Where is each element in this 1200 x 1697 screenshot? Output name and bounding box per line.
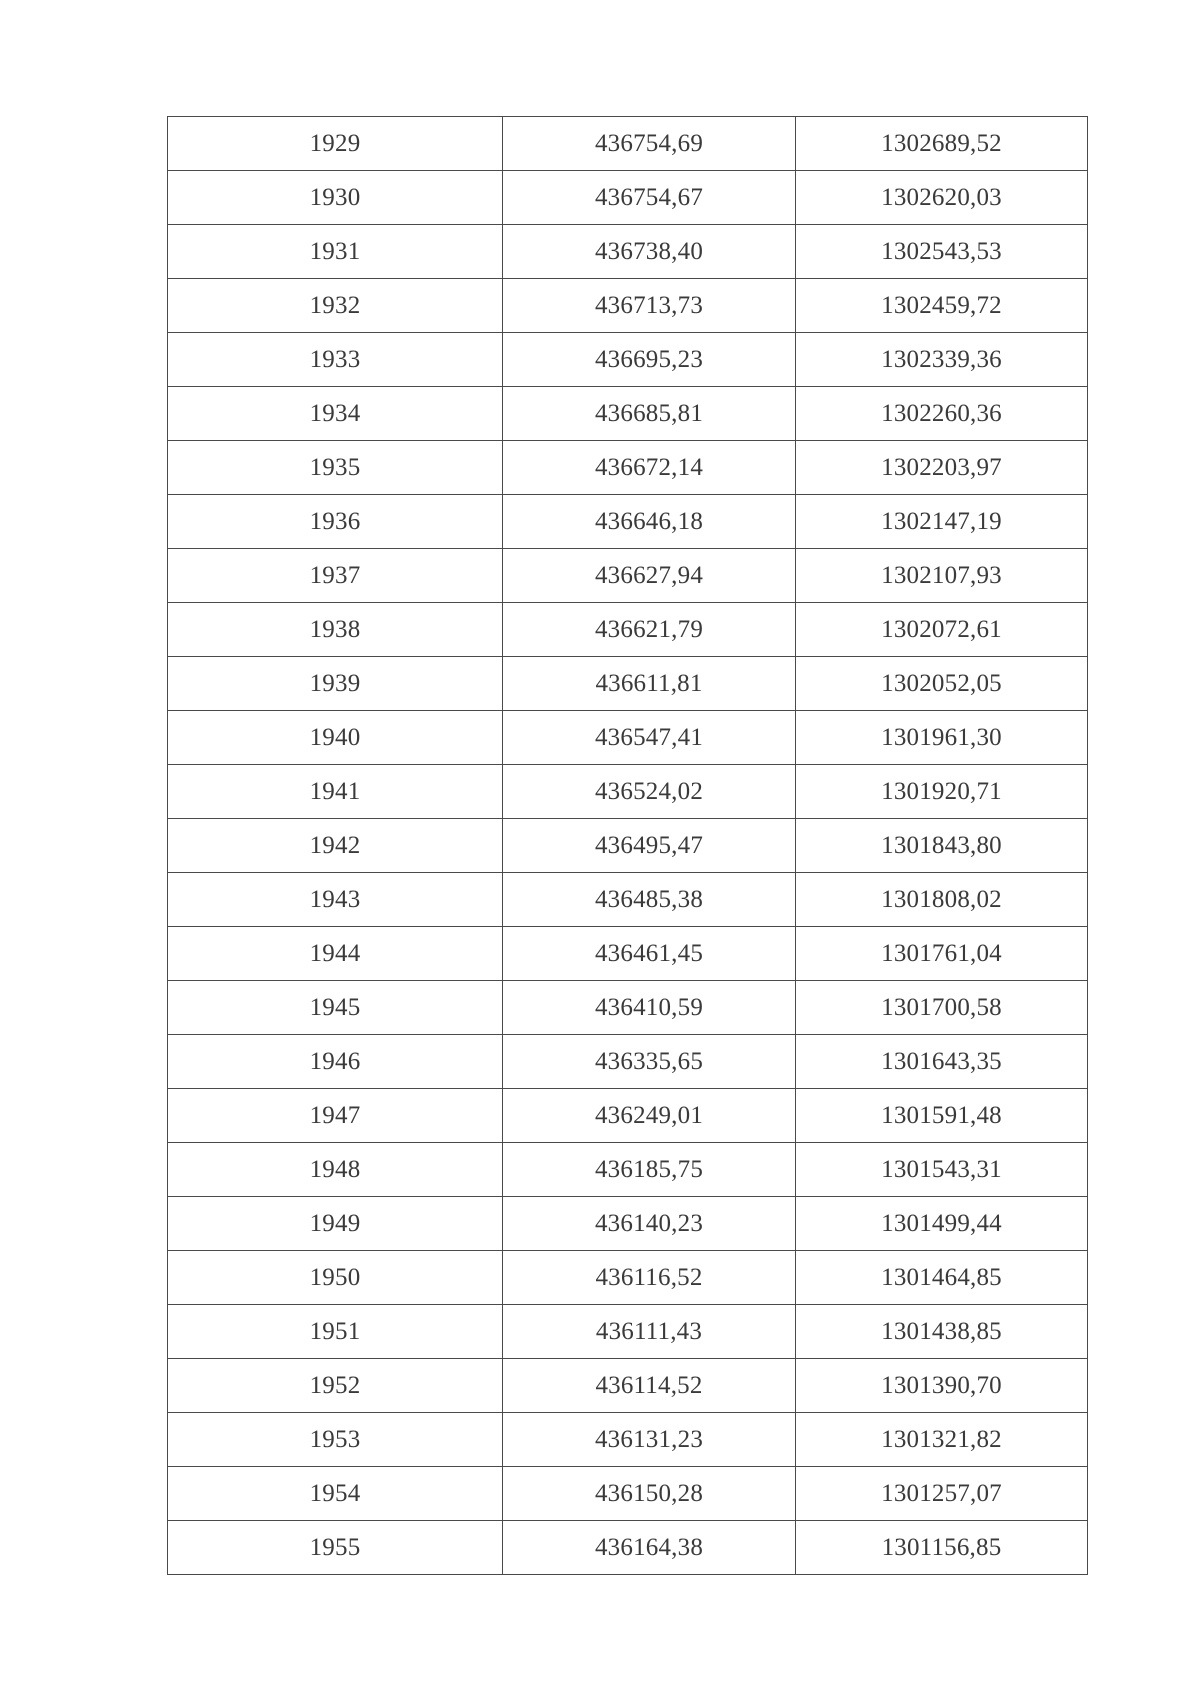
point-number-cell: 1935: [168, 441, 503, 495]
table-row: [168, 711, 1088, 765]
y-coordinate-cell: 1301808,02: [796, 873, 1088, 927]
y-coordinate-cell: 1301961,30: [796, 711, 1088, 765]
point-number-cell: 1947: [168, 1089, 503, 1143]
x-coordinate-cell: 436754,69: [503, 117, 796, 171]
table-row: [168, 279, 1088, 333]
x-coordinate-cell: 436646,18: [503, 495, 796, 549]
y-coordinate-cell: 1301464,85: [796, 1251, 1088, 1305]
point-number-cell: 1934: [168, 387, 503, 441]
table-row: [168, 333, 1088, 387]
table-row: [168, 981, 1088, 1035]
y-coordinate-cell: 1302689,52: [796, 117, 1088, 171]
x-coordinate-cell: 436131,23: [503, 1413, 796, 1467]
x-coordinate-cell: 436114,52: [503, 1359, 796, 1413]
y-coordinate-cell: 1301920,71: [796, 765, 1088, 819]
x-coordinate-cell: 436685,81: [503, 387, 796, 441]
x-coordinate-cell: 436410,59: [503, 981, 796, 1035]
point-number-cell: 1955: [168, 1521, 503, 1575]
point-number-cell: 1946: [168, 1035, 503, 1089]
coordinates-table: [167, 116, 1088, 1575]
table-row: [168, 765, 1088, 819]
table-row: [168, 549, 1088, 603]
point-number-cell: 1939: [168, 657, 503, 711]
point-number-cell: 1952: [168, 1359, 503, 1413]
y-coordinate-cell: 1302072,61: [796, 603, 1088, 657]
point-number-cell: 1949: [168, 1197, 503, 1251]
x-coordinate-cell: 436140,23: [503, 1197, 796, 1251]
point-number-cell: 1942: [168, 819, 503, 873]
table-row: [168, 495, 1088, 549]
table-row: [168, 873, 1088, 927]
x-coordinate-cell: 436738,40: [503, 225, 796, 279]
table-row: [168, 171, 1088, 225]
table-row: [168, 1089, 1088, 1143]
point-number-cell: 1954: [168, 1467, 503, 1521]
y-coordinate-cell: 1301438,85: [796, 1305, 1088, 1359]
x-coordinate-cell: 436621,79: [503, 603, 796, 657]
point-number-cell: 1948: [168, 1143, 503, 1197]
table-row: [168, 387, 1088, 441]
y-coordinate-cell: 1301591,48: [796, 1089, 1088, 1143]
x-coordinate-cell: 436713,73: [503, 279, 796, 333]
x-coordinate-cell: 436249,01: [503, 1089, 796, 1143]
point-number-cell: 1945: [168, 981, 503, 1035]
y-coordinate-cell: 1301390,70: [796, 1359, 1088, 1413]
table-row: [168, 927, 1088, 981]
y-coordinate-cell: 1302107,93: [796, 549, 1088, 603]
table-row: [168, 1035, 1088, 1089]
y-coordinate-cell: 1302203,97: [796, 441, 1088, 495]
table-row: [168, 441, 1088, 495]
y-coordinate-cell: 1302147,19: [796, 495, 1088, 549]
point-number-cell: 1940: [168, 711, 503, 765]
x-coordinate-cell: 436150,28: [503, 1467, 796, 1521]
table-row: [168, 225, 1088, 279]
point-number-cell: 1930: [168, 171, 503, 225]
x-coordinate-cell: 436485,38: [503, 873, 796, 927]
y-coordinate-cell: 1301156,85: [796, 1521, 1088, 1575]
x-coordinate-cell: 436111,43: [503, 1305, 796, 1359]
x-coordinate-cell: 436164,38: [503, 1521, 796, 1575]
point-number-cell: 1932: [168, 279, 503, 333]
table-row: [168, 1305, 1088, 1359]
table-row: [168, 1251, 1088, 1305]
table-row: [168, 1359, 1088, 1413]
y-coordinate-cell: 1302260,36: [796, 387, 1088, 441]
y-coordinate-cell: 1302052,05: [796, 657, 1088, 711]
point-number-cell: 1943: [168, 873, 503, 927]
y-coordinate-cell: 1302339,36: [796, 333, 1088, 387]
table-row: [168, 1521, 1088, 1575]
x-coordinate-cell: 436335,65: [503, 1035, 796, 1089]
x-coordinate-cell: 436695,23: [503, 333, 796, 387]
point-number-cell: 1938: [168, 603, 503, 657]
y-coordinate-cell: 1302543,53: [796, 225, 1088, 279]
table-row: [168, 117, 1088, 171]
table-row: [168, 819, 1088, 873]
point-number-cell: 1950: [168, 1251, 503, 1305]
x-coordinate-cell: 436754,67: [503, 171, 796, 225]
point-number-cell: 1936: [168, 495, 503, 549]
y-coordinate-cell: 1301700,58: [796, 981, 1088, 1035]
table-row: [168, 603, 1088, 657]
x-coordinate-cell: 436627,94: [503, 549, 796, 603]
coordinates-table-body: [168, 117, 1088, 1575]
y-coordinate-cell: 1301543,31: [796, 1143, 1088, 1197]
y-coordinate-cell: 1302459,72: [796, 279, 1088, 333]
table-row: [168, 657, 1088, 711]
point-number-cell: 1941: [168, 765, 503, 819]
x-coordinate-cell: 436524,02: [503, 765, 796, 819]
table-row: [168, 1197, 1088, 1251]
x-coordinate-cell: 436116,52: [503, 1251, 796, 1305]
table-row: [168, 1413, 1088, 1467]
point-number-cell: 1937: [168, 549, 503, 603]
x-coordinate-cell: 436461,45: [503, 927, 796, 981]
table-row: [168, 1467, 1088, 1521]
x-coordinate-cell: 436495,47: [503, 819, 796, 873]
table-row: [168, 1143, 1088, 1197]
y-coordinate-cell: 1301321,82: [796, 1413, 1088, 1467]
x-coordinate-cell: 436611,81: [503, 657, 796, 711]
point-number-cell: 1951: [168, 1305, 503, 1359]
y-coordinate-cell: 1301843,80: [796, 819, 1088, 873]
y-coordinate-cell: 1301761,04: [796, 927, 1088, 981]
y-coordinate-cell: 1301257,07: [796, 1467, 1088, 1521]
x-coordinate-cell: 436547,41: [503, 711, 796, 765]
point-number-cell: 1933: [168, 333, 503, 387]
x-coordinate-cell: 436185,75: [503, 1143, 796, 1197]
point-number-cell: 1931: [168, 225, 503, 279]
y-coordinate-cell: 1301643,35: [796, 1035, 1088, 1089]
x-coordinate-cell: 436672,14: [503, 441, 796, 495]
y-coordinate-cell: 1301499,44: [796, 1197, 1088, 1251]
y-coordinate-cell: 1302620,03: [796, 171, 1088, 225]
point-number-cell: 1953: [168, 1413, 503, 1467]
point-number-cell: 1929: [168, 117, 503, 171]
point-number-cell: 1944: [168, 927, 503, 981]
